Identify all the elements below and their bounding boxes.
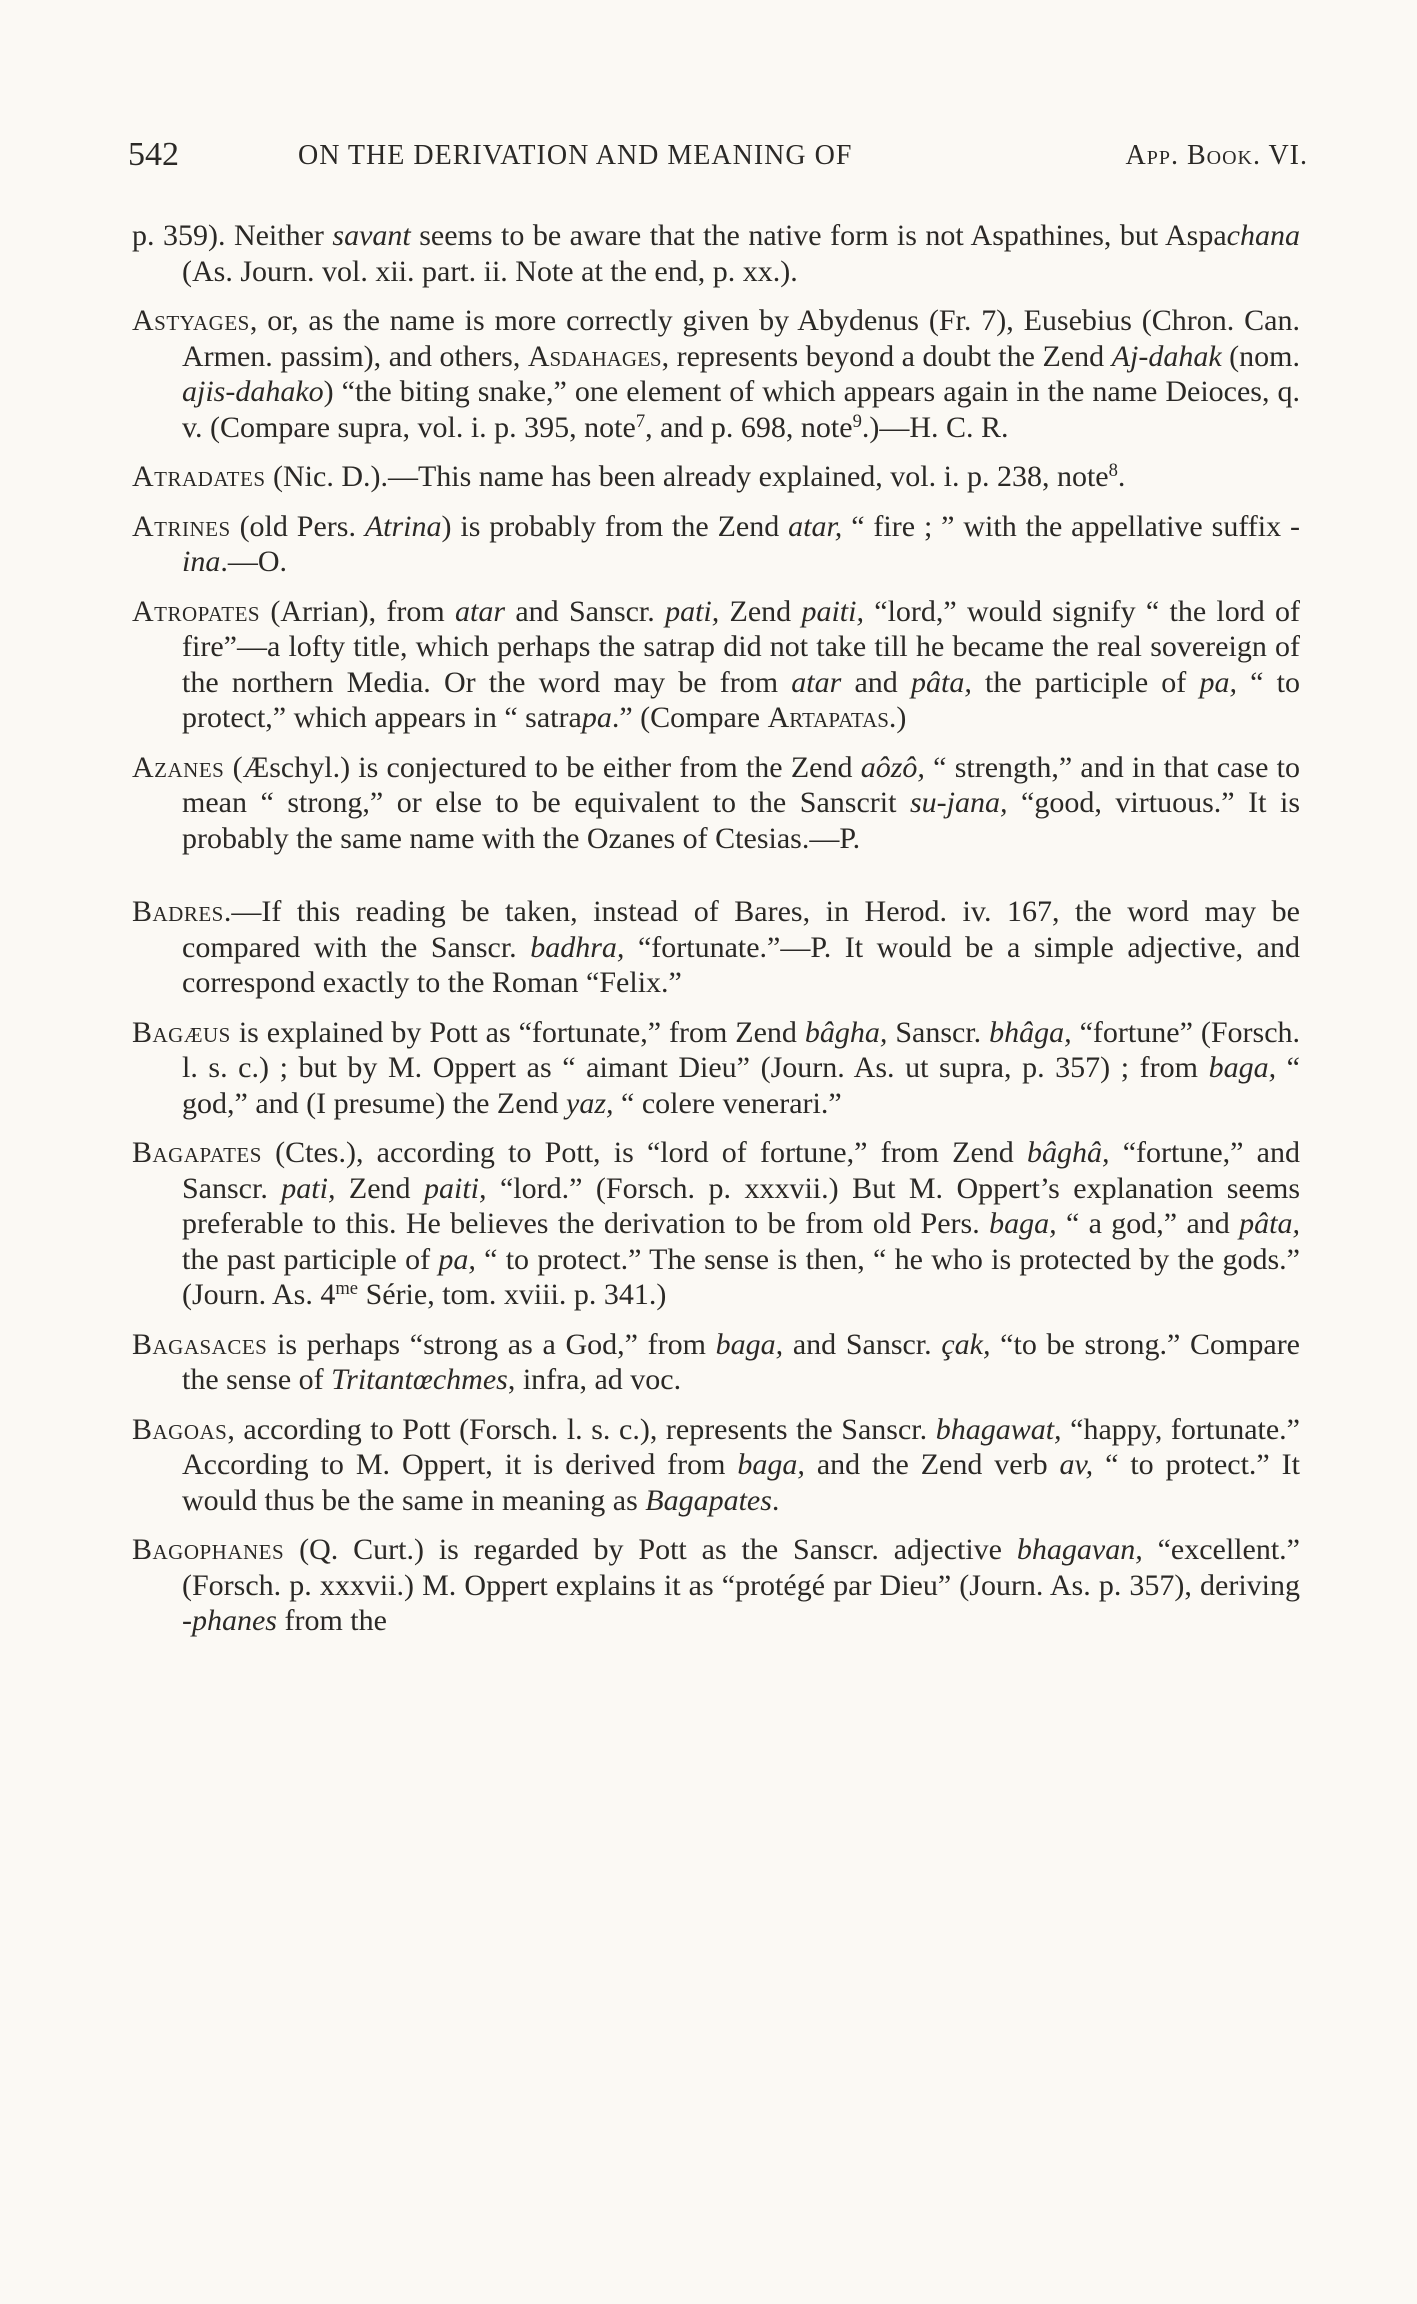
italic-term: baga, — [715, 1327, 784, 1361]
entry-text: and the Zend verb — [804, 1448, 1060, 1481]
italic-term: pâta, — [1239, 1207, 1301, 1240]
entry-text: the participle of — [971, 665, 1200, 699]
glossary-entry — [132, 218, 1300, 289]
italic-term: pa — [581, 701, 612, 734]
entry-headword: Bagophanes — [132, 1533, 285, 1566]
entry-text: “ to protect.” The sense is then, “ he who is protected by the gods.” (Journ. As. 4 — [182, 1242, 1300, 1311]
italic-term: Tritantœchmes — [331, 1363, 508, 1396]
entry-text: “lord,” would signify “ the lord of fire”—a lofty title, which perhaps the satrap did not take till he became the real sovereign of the northern Media. Or the word may be from — [182, 594, 1301, 699]
italic-term: bâgha, — [804, 1015, 888, 1049]
running-title: ON THE DERIVATION AND MEANING OF — [298, 140, 853, 171]
entry-text: “good, virtuous.” It is probably the same name with the Ozanes of Ctesias.—P. — [182, 786, 1300, 855]
entry-text: Sanscr. — [887, 1015, 990, 1049]
entry-text: (Arrian), from — [260, 594, 456, 628]
footnote-marker: 8 — [1108, 459, 1118, 481]
running-header — [128, 132, 1308, 182]
entry-text: , infra, ad voc. — [507, 1363, 682, 1396]
cross-reference: Asdahages — [527, 339, 662, 373]
entry-text: (Ctes.), according to Pott, is “lord of fortune,” from Zend — [261, 1136, 1028, 1169]
entry-text: “excellent.” (Forsch. p. xxxvii.) M. Oppert explains it as “protégé par Dieu” (Journ. As. p. 357), deriving — [182, 1533, 1300, 1602]
entry-text: Zend — [719, 594, 802, 628]
entry-text: (Q. Curt.) is regarded by Pott as the Sanscr. adjective — [284, 1533, 1017, 1566]
italic-term: savant — [332, 219, 411, 252]
entry-text: “fortune,” and Sanscr. — [182, 1136, 1301, 1205]
entry-text: is explained by Pott as “fortunate,” from Zend — [230, 1015, 805, 1049]
entry-text: “fortunate.”—P. It would be a simple adjective, and correspond exactly to the Roman “Felix.” — [182, 930, 1300, 999]
glossary-entry — [132, 1327, 1300, 1398]
entry-text: p. 359). Neither — [132, 219, 333, 252]
italic-term: -ina — [182, 509, 1300, 578]
entry-text: (nom. — [1221, 339, 1300, 373]
italic-term: çak, — [941, 1327, 991, 1361]
entry-text: (Æschyl.) is conjectured to be either from the Zend — [224, 750, 861, 784]
entry-text: Zend — [335, 1171, 425, 1205]
entry-text: .)—H. C. R. — [861, 410, 1009, 444]
italic-term: Aj-dahak — [1111, 339, 1222, 373]
glossary-entry — [132, 459, 1300, 495]
italic-term: bhagawat, — [935, 1412, 1062, 1446]
glossary-entry — [132, 1412, 1300, 1519]
glossary-entry — [132, 750, 1300, 857]
entry-headword: Atrines — [132, 509, 231, 543]
glossary-entry — [132, 1532, 1300, 1639]
entry-headword: Atropates — [132, 594, 261, 628]
italic-term: Bagapates — [645, 1483, 772, 1517]
entry-text: “ to protect,” which appears in “ satra — [182, 665, 1300, 734]
glossary-entry — [132, 1015, 1300, 1122]
entry-text: “to be strong.” Compare the sense of — [182, 1327, 1300, 1396]
entry-text: Série, tom. xviii. p. 341.) — [358, 1278, 667, 1311]
entry-text: , and p. 698, note — [645, 410, 853, 444]
italic-term: av, — [1059, 1448, 1094, 1481]
entry-text: , according to Pott (Forsch. l. s. c.), represents the Sanscr. — [227, 1412, 936, 1446]
entry-text: “ god,” and (I presume) the Zend — [182, 1051, 1300, 1120]
italic-term: bâghâ, — [1027, 1136, 1110, 1169]
entry-text: .—If this reading be taken, instead of Bares, in Herod. iv. 167, the word may be compared with the Sanscr. — [182, 895, 1300, 964]
entry-headword: Bagæus — [132, 1015, 231, 1049]
italic-term: bhâga, — [989, 1015, 1072, 1049]
italic-term: pa, — [438, 1242, 476, 1276]
italic-term: atar — [455, 594, 506, 628]
italic-term: ajis-dahako — [182, 375, 324, 408]
entry-text: “ strength,” and in that case to mean “ strong,” or else to be equivalent to the Sanscrit — [182, 750, 1300, 819]
italic-term: pa, — [1199, 665, 1237, 699]
entry-headword: Bagasaces — [132, 1327, 268, 1361]
italic-term: pati, — [281, 1171, 336, 1205]
footnote-marker: me — [335, 1277, 359, 1299]
entry-headword: Azanes — [132, 750, 225, 784]
entry-text: “lord.” (Forsch. p. xxxvii.) But M. Oppert’s explanation seems preferable to this. He believes the derivation to be from old Pers. — [182, 1171, 1301, 1240]
italic-term: aôzô, — [860, 750, 925, 784]
appendix-reference: App. Book. VI. — [1125, 140, 1308, 171]
italic-term: paiti, — [424, 1171, 487, 1205]
entry-text: .) — [888, 701, 907, 734]
glossary-entry — [132, 594, 1300, 736]
entry-headword: Bagapates — [132, 1136, 262, 1169]
entry-text: “ fire ; ” with the appellative suffix — [842, 509, 1290, 543]
italic-term: paiti, — [801, 594, 864, 628]
entry-text: , or, as the name is more correctly given by Abydenus (Fr. 7), Eusebius (Chron. Can. Armen. passim), and others, — [182, 304, 1300, 373]
italic-term: su-jana, — [910, 786, 1008, 819]
entry-text: is perhaps “strong as a God,” from — [267, 1327, 716, 1361]
entry-text: “ a god,” and — [1056, 1207, 1240, 1240]
entry-text: . — [771, 1483, 780, 1517]
entry-text: .” (Compare — [611, 701, 768, 734]
entry-text: the past participle of — [182, 1242, 439, 1276]
entry-text: from the — [276, 1604, 387, 1637]
entry-headword: Atradates — [132, 460, 266, 493]
entry-text: “happy, fortunate.” According to M. Oppert, it is derived from — [182, 1412, 1300, 1481]
entry-text: “fortune” (Forsch. l. s. c.) ; but by M. Oppert as “ aimant Dieu” (Journ. As. ut supra, p. 357) ; from — [182, 1015, 1301, 1084]
glossary-entry — [132, 509, 1300, 580]
entry-text: (As. Journ. vol. xii. part. ii. Note at the end, p. xx.). — [182, 254, 798, 288]
italic-term: baga, — [737, 1448, 805, 1481]
entry-text: . — [1117, 460, 1126, 493]
italic-term: yaz, — [566, 1086, 614, 1120]
footnote-marker: 7 — [635, 410, 646, 432]
page-number: 542 — [128, 136, 179, 173]
italic-term: Atrina — [364, 509, 442, 543]
italic-term: -phanes — [182, 1604, 277, 1637]
entry-text: ) “the biting snake,” one element of which appears again in the name Deioces, q. v. (Compare supra, vol. i. p. 395, note — [182, 375, 1300, 444]
italic-term: pâta, — [911, 665, 972, 699]
italic-term: bhagavan, — [1016, 1533, 1143, 1566]
entry-text: and Sanscr. — [783, 1327, 942, 1361]
italic-term: atar, — [788, 509, 843, 543]
italic-term: baga, — [1208, 1051, 1277, 1084]
entry-text: seems to be aware that the native form is not Aspathines, but Aspa — [410, 219, 1227, 252]
italic-term: badhra, — [530, 930, 625, 964]
italic-term: baga, — [989, 1207, 1057, 1240]
entry-text: .—O. — [220, 545, 288, 578]
entry-text: (old Pers. — [230, 509, 365, 543]
cross-reference: Artapatas — [767, 701, 889, 734]
entry-text: and — [841, 665, 911, 699]
italic-term: chana — [1226, 219, 1300, 252]
italic-term: pati, — [665, 594, 720, 628]
entry-text: ) is probably from the Zend — [441, 509, 789, 543]
glossary-entry — [132, 303, 1300, 445]
entry-headword: Astyages — [132, 304, 250, 337]
footnote-marker: 9 — [852, 410, 862, 432]
entry-text: and Sanscr. — [505, 594, 666, 628]
glossary-entry — [132, 1135, 1300, 1313]
italic-term: atar — [791, 665, 842, 699]
glossary-body — [132, 218, 1300, 1653]
entry-headword: Bagoas — [132, 1412, 228, 1446]
entry-headword: Badres — [132, 895, 224, 928]
entry-text: “ to protect.” It would thus be the same in meaning as — [182, 1448, 1300, 1517]
entry-text: (Nic. D.).—This name has been already explained, vol. i. p. 238, note — [265, 460, 1109, 493]
entry-text: “ colere venerari.” — [613, 1086, 842, 1120]
glossary-entry — [132, 894, 1300, 1001]
entry-text: , represents beyond a doubt the Zend — [661, 339, 1112, 373]
